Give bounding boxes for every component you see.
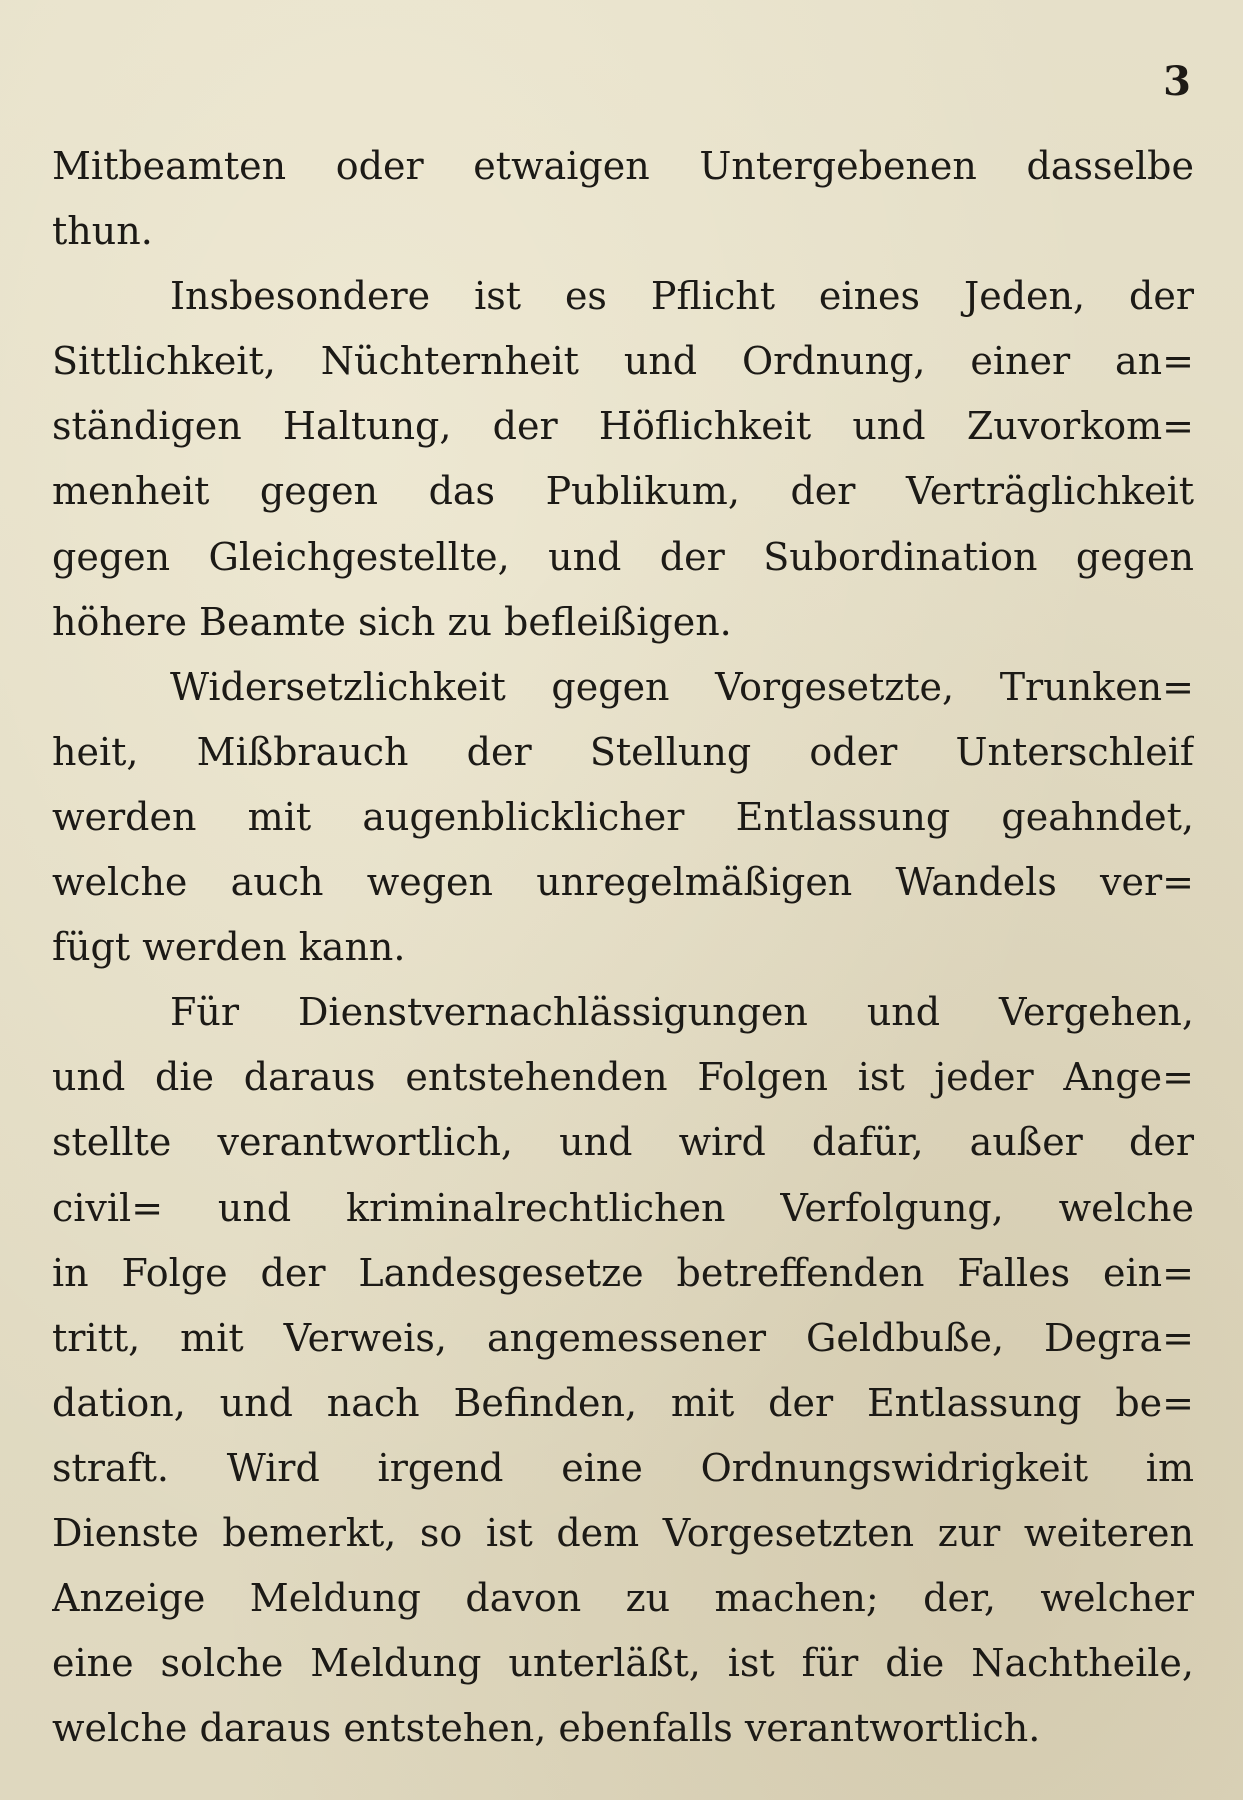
text-line: stellte verantwortlich, und wird dafür, außer der (52, 1120, 1194, 1165)
text-line: tritt, mit Verweis, angemessener Geldbuße, Degra= (52, 1315, 1194, 1360)
paragraph-first-line: Insbesondere ist es Pflicht eines Jeden, der (170, 274, 1194, 319)
page-number: 3 (1163, 58, 1191, 105)
text-line: Sittlichkeit, Nüchternheit und Ordnung, einer an= (52, 339, 1194, 384)
text-line: Dienste bemerkt, so ist dem Vorgesetzten zur weiteren (52, 1510, 1194, 1555)
text-line: werden mit augenblicklicher Entlassung geahndet, (52, 794, 1194, 839)
text-line: fügt werden kann. (52, 925, 406, 970)
text-line: menheit gegen das Publikum, der Verträglichkeit (52, 469, 1194, 514)
text-line: in Folge der Landesgesetze betreffenden Falles ein= (52, 1250, 1194, 1295)
text-line: gegen Gleichgestellte, und der Subordination gegen (52, 534, 1194, 579)
paragraph-first-line: Für Dienstvernachlässigungen und Vergehen, (170, 990, 1194, 1035)
text-line: welche auch wegen unregelmäßigen Wandels ver= (52, 860, 1194, 905)
text-line: heit, Mißbrauch der Stellung oder Unterschleif (52, 729, 1194, 774)
text-line: dation, und nach Befinden, mit der Entlassung be= (52, 1380, 1194, 1425)
text-line: höhere Beamte sich zu befleißigen. (52, 599, 732, 644)
paragraph-first-line: Widersetzlichkeit gegen Vorgesetzte, Trunken= (170, 664, 1194, 709)
text-line: Anzeige Meldung davon zu machen; der, welcher (52, 1576, 1194, 1621)
text-line: welche daraus entstehen, ebenfalls verantwortlich. (52, 1706, 1041, 1751)
text-line: Mitbeamten oder etwaigen Untergebenen dasselbe (52, 144, 1194, 188)
text-line: straft. Wird irgend eine Ordnungswidrigkeit im (52, 1445, 1194, 1490)
text-line: ständigen Haltung, der Höflichkeit und Zuvorkom= (52, 404, 1194, 449)
body-text (52, 134, 1194, 1761)
text-line: civil= und kriminalrechtlichen Verfolgung, welche (52, 1185, 1194, 1230)
text-line: und die daraus entstehenden Folgen ist jeder Ange= (52, 1055, 1194, 1100)
text-line: eine solche Meldung unterläßt, ist für die Nachtheile, (52, 1641, 1194, 1686)
text-line: thun. (52, 209, 153, 254)
